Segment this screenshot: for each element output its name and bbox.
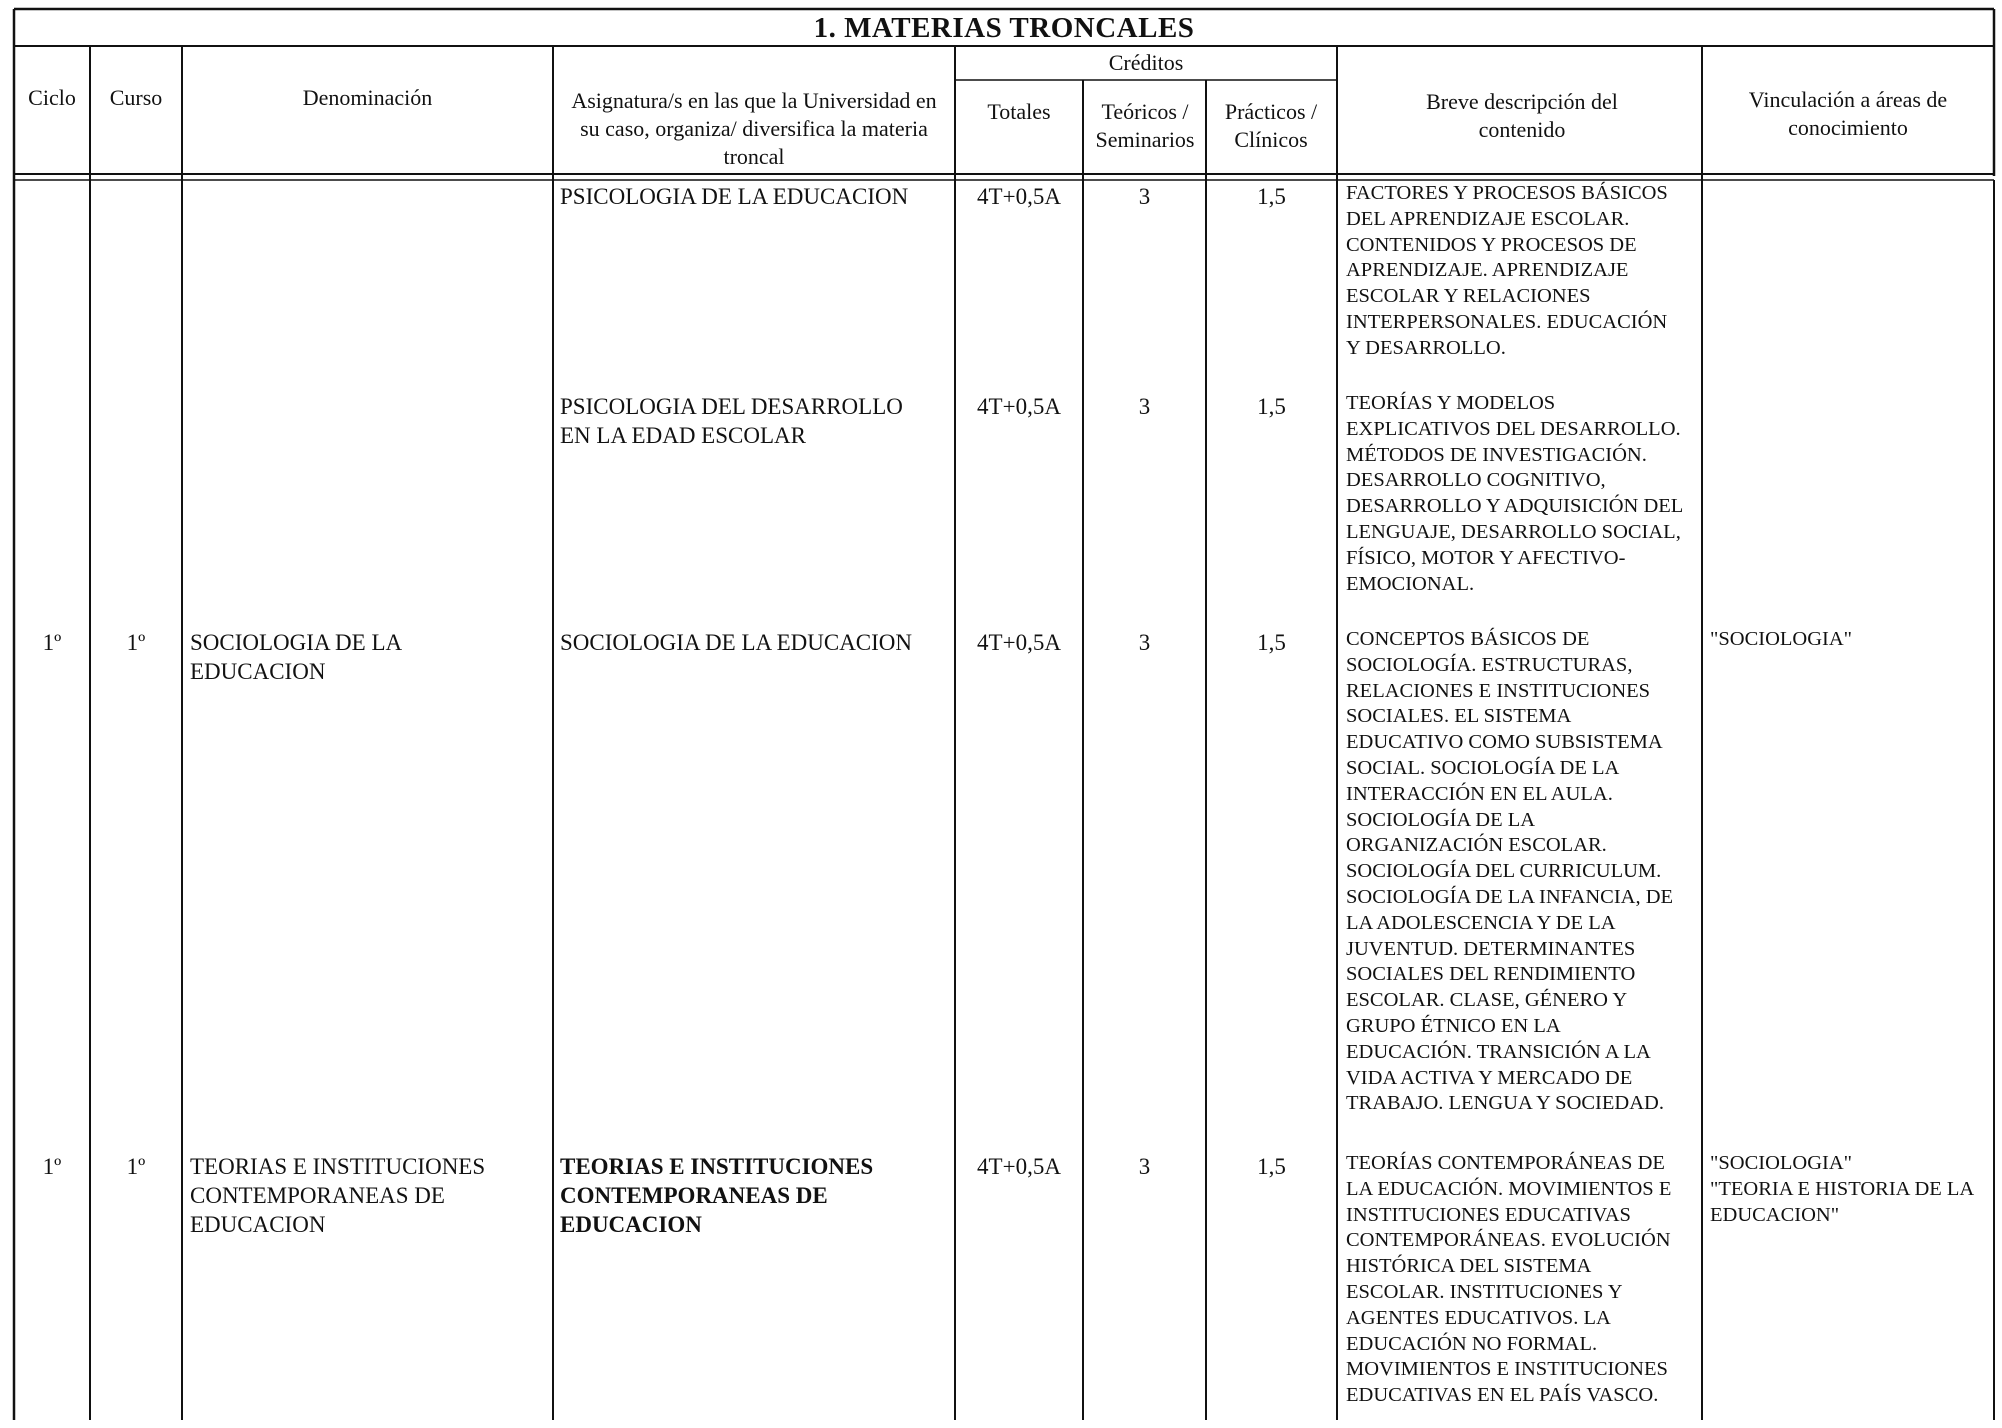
row4-vinculacion: "SOCIOLOGIA" "TEORIA E HISTORIA DE LA EDUCACION" [1710, 1152, 1975, 1226]
row3-teoricos: 3 [1138, 630, 1151, 655]
row2-teoricos: 3 [1138, 394, 1151, 419]
header-descripcion: Breve descripción del contenido [1426, 89, 1618, 142]
row3-asignatura: SOCIOLOGIA DE LA EDUCACION [560, 630, 913, 655]
row3-totales: 4T+0,5A [977, 630, 1061, 655]
row1-descripcion: FACTORES Y PROCESOS BÁSICOS DEL APRENDIZAJE ESCOLAR. CONTENIDOS Y PROCESOS DE APRENDIZAJE. APRENDIZAJE ESCOLAR Y RELACIONES INTERPERSONALES. EDUCACIÓN Y DESARROLLO. [1346, 182, 1668, 359]
row4-totales: 4T+0,5A [977, 1154, 1061, 1179]
row4-descripcion: TEORÍAS CONTEMPORÁNEAS DE LA EDUCACIÓN. MOVIMIENTOS E INSTITUCIONES EDUCATIVAS CONTEMPORÁNEAS. EVOLUCIÓN HISTÓRICA DEL SISTEMA ESCOLAR. INSTITUCIONES Y AGENTES EDUCATIVOS. LA EDUCACIÓN NO FORMAL. MOVIMIENTOS E INSTITUCIONES EDUCATIVAS EN EL PAÍS VASCO. [1346, 1152, 1672, 1407]
header-vinculacion: Vinculación a áreas de conocimiento [1748, 87, 1948, 140]
header-teoricos: Teóricos / Seminarios [1095, 99, 1195, 152]
row1-practicos: 1,5 [1257, 184, 1286, 209]
row4-asignatura: TEORIAS E INSTITUCIONES CONTEMPORANEAS DE EDUCACION [560, 1154, 874, 1237]
row4-ciclo: 1º [42, 1154, 62, 1179]
row2-asignatura: PSICOLOGIA DEL DESARROLLO EN LA EDAD ESCOLAR [560, 394, 903, 448]
row1-asignatura: PSICOLOGIA DE LA EDUCACION [560, 184, 909, 209]
row3-descripcion: CONCEPTOS BÁSICOS DE SOCIOLOGÍA. ESTRUCTURAS, RELACIONES E INSTITUCIONES SOCIALES. EL SISTEMA EDUCATIVO COMO SUBSISTEMA SOCIAL. SOCIOLOGÍA DE LA INTERACCIÓN EN EL AULA. SOCIOLOGÍA DE LA ORGANIZACIÓN ESCOLAR. SOCIOLOGÍA DEL CURRICULUM. SOCIOLOGÍA DE LA INFANCIA, DE LA ADOLESCENCIA Y DE LA JUVENTUD. DETERMINANTES SOCIALES DEL RENDIMIENTO ESCOLAR. CLASE, GÉNERO Y GRUPO ÉTNICO EN LA EDUCACIÓN. TRANSICIÓN A LA VIDA ACTIVA Y MERCADO DE TRABAJO. LENGUA Y SOCIEDAD. [1346, 628, 1674, 1115]
row2-totales: 4T+0,5A [977, 394, 1061, 419]
header-curso: Curso [109, 85, 163, 110]
row3-denominacion: SOCIOLOGIA DE LA EDUCACION [190, 630, 403, 684]
row4-curso: 1º [126, 1154, 146, 1179]
section-title: 1. MATERIAS TRONCALES [813, 12, 1195, 44]
row4-practicos: 1,5 [1257, 1154, 1286, 1179]
row4-teoricos: 3 [1138, 1154, 1151, 1179]
header-creditos: Créditos [1108, 50, 1184, 75]
header-denominacion: Denominación [302, 85, 433, 110]
row3-vinculacion: "SOCIOLOGIA" [1710, 628, 1853, 650]
row1-totales: 4T+0,5A [977, 184, 1061, 209]
header-asignatura: Asignatura/s en las que la Universidad en su caso, organiza/ diversifica la materia troncal [571, 88, 937, 169]
header-practicos: Prácticos / Clínicos [1224, 99, 1318, 152]
header-ciclo: Ciclo [28, 85, 76, 110]
row4-denominacion: TEORIAS E INSTITUCIONES CONTEMPORANEAS DE EDUCACION [190, 1154, 486, 1237]
row2-descripcion: TEORÍAS Y MODELOS EXPLICATIVOS DEL DESARROLLO. MÉTODOS DE INVESTIGACIÓN. DESARROLLO COGNITIVO, DESARROLLO Y ADQUISICIÓN DEL LENGUAJE, DESARROLLO SOCIAL, FÍSICO, MOTOR Y AFECTIVO- EMOCIONAL. [1346, 392, 1684, 595]
row3-ciclo: 1º [42, 630, 62, 655]
row3-practicos: 1,5 [1257, 630, 1286, 655]
row3-curso: 1º [126, 630, 146, 655]
row1-teoricos: 3 [1138, 184, 1151, 209]
row2-practicos: 1,5 [1257, 394, 1286, 419]
header-totales: Totales [987, 99, 1051, 124]
